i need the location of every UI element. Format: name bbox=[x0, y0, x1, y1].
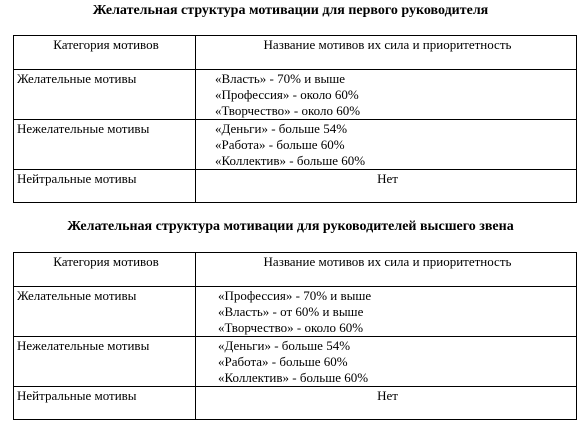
motive-item: «Коллектив» - больше 60% bbox=[215, 153, 366, 168]
row-category-neutral: Нейтральные мотивы bbox=[14, 170, 196, 203]
header-motives: Название мотивов их сила и приоритетность bbox=[196, 253, 577, 287]
header-motives: Название мотивов их сила и приоритетность bbox=[196, 36, 577, 70]
motive-item: «Профессия» - около 60% bbox=[215, 87, 359, 102]
table-header-row bbox=[14, 253, 577, 287]
row-motives-undesired bbox=[196, 337, 577, 387]
table-row bbox=[14, 120, 577, 170]
table-row bbox=[14, 287, 577, 337]
row-category-desired: Желательные мотивы bbox=[14, 287, 196, 337]
row-category-desired: Желательные мотивы bbox=[14, 70, 196, 120]
row-neutral-value: Нет bbox=[196, 170, 577, 203]
table-row bbox=[14, 387, 577, 420]
table-2-title: Желательная структура мотивации для руководителей высшего звена bbox=[67, 219, 514, 234]
table-row bbox=[14, 170, 577, 203]
table-row bbox=[14, 337, 577, 387]
table-header-row bbox=[14, 36, 577, 70]
motive-item: «Деньги» - больше 54% bbox=[215, 121, 348, 136]
motive-item: «Творчество» - около 60% bbox=[218, 320, 364, 335]
motive-item: «Работа» - больше 60% bbox=[215, 137, 345, 152]
motive-item: «Деньги» - больше 54% bbox=[218, 338, 351, 353]
row-neutral-value: Нет bbox=[196, 387, 577, 420]
motive-item: «Работа» - больше 60% bbox=[218, 354, 348, 369]
row-category-undesired: Нежелательные мотивы bbox=[14, 120, 196, 170]
table-1-title: Желательная структура мотивации для первого руководителя bbox=[92, 3, 489, 18]
motivation-table-senior-managers bbox=[13, 252, 577, 420]
header-category: Категория мотивов bbox=[14, 253, 196, 287]
row-motives-desired bbox=[196, 287, 577, 337]
table-row bbox=[14, 70, 577, 120]
motive-item: «Творчество» - около 60% bbox=[215, 103, 361, 118]
row-motives-undesired bbox=[196, 120, 577, 170]
motive-item: «Власть» - 70% и выше bbox=[215, 71, 346, 86]
row-category-neutral: Нейтральные мотивы bbox=[14, 387, 196, 420]
header-category: Категория мотивов bbox=[14, 36, 196, 70]
motive-item: «Коллектив» - больше 60% bbox=[218, 370, 369, 385]
row-category-undesired: Нежелательные мотивы bbox=[14, 337, 196, 387]
row-motives-desired bbox=[196, 70, 577, 120]
motive-item: «Профессия» - 70% и выше bbox=[218, 288, 372, 303]
motivation-table-first-manager bbox=[13, 35, 577, 203]
motive-item: «Власть» - от 60% и выше bbox=[218, 304, 364, 319]
